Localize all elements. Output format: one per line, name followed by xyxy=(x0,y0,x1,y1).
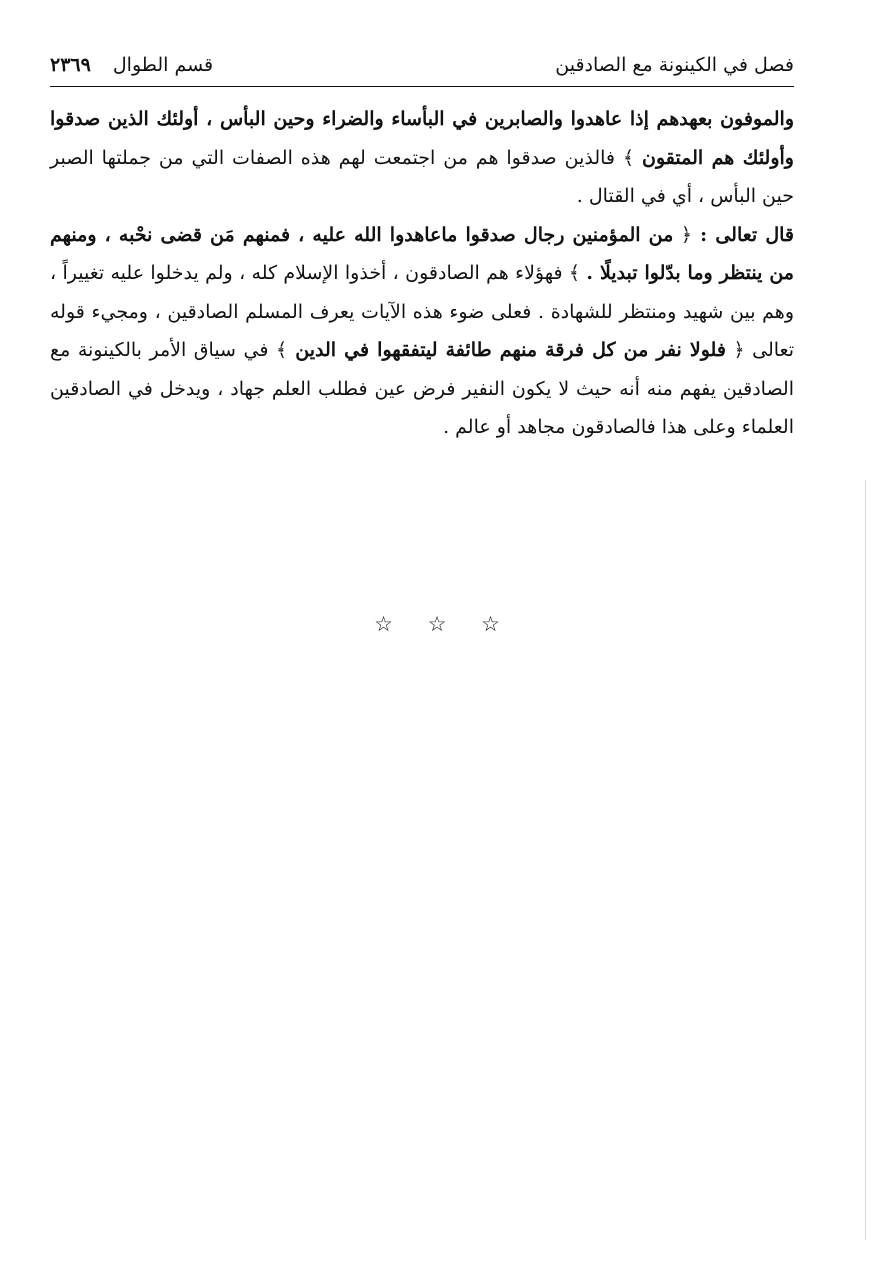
scan-edge-divider xyxy=(865,480,866,1240)
chapter-title: فصل في الكينونة مع الصادقين xyxy=(555,54,794,76)
quote-close-bracket: ﴾ xyxy=(622,146,635,169)
paragraph-2 xyxy=(50,216,794,447)
paragraph-1 xyxy=(50,100,794,216)
section-and-page xyxy=(50,54,213,76)
main-text xyxy=(50,100,794,447)
quote-close-bracket: ﴾ xyxy=(568,262,581,284)
quran-quote-1: والموفون بعهدهم إذا عاهدوا والصابرين في البأساء والضراء وحين البأس ، أولئك الذين صدقوا وأولئك هم المتقون xyxy=(50,108,794,169)
page-header xyxy=(50,48,794,87)
verse-intro: قال تعالى : xyxy=(692,223,795,246)
quote-open-bracket: ﴿ xyxy=(733,339,745,361)
star-icon: ☆ xyxy=(427,612,447,636)
star-icon: ☆ xyxy=(481,612,500,636)
section-title: قسم الطوال xyxy=(112,54,214,76)
quote-open-bracket: ﴿ xyxy=(680,223,693,246)
commentary-2: فهؤلاء هم الصادقون ، أخذوا الإسلام كله ، ولم يدخلوا عليه تغييراً ، وهم بين شهيد ومنتظر للشهادة . فعلى ضوء هذه الآيات يعرف المسلم الصادقين ، ومجيء قوله تعالى xyxy=(50,262,794,361)
commentary-1: فالذين صدقوا هم من اجتمعت لهم هذه الصفات التي من جملتها الصبر حين البأس ، أي في القتال . xyxy=(50,146,794,207)
quran-quote-2: من المؤمنين رجال صدقوا ماعاهدوا الله عليه ، فمنهم مَن قضى نحْبه ، ومنهم من ينتظر وما بدّلوا تبديلًا . xyxy=(50,223,794,284)
commentary-3: في سياق الأمر بالكينونة مع الصادقين يفهم منه أنه حيث لا يكون النفير فرض عين فطلب العلم جهاد ، ويدخل في الصادقين العلماء وعلى هذا فالصادقون مجاهد أو عالم . xyxy=(50,339,794,438)
quran-quote-3: فلولا نفر من كل فرقة منهم طائفة ليتفقهوا في الدين xyxy=(287,339,726,361)
section-separator xyxy=(0,612,874,636)
page-number: ٢٣٦٩ xyxy=(50,54,91,76)
star-icon: ☆ xyxy=(374,612,393,636)
quote-close-bracket: ﴾ xyxy=(275,339,288,361)
